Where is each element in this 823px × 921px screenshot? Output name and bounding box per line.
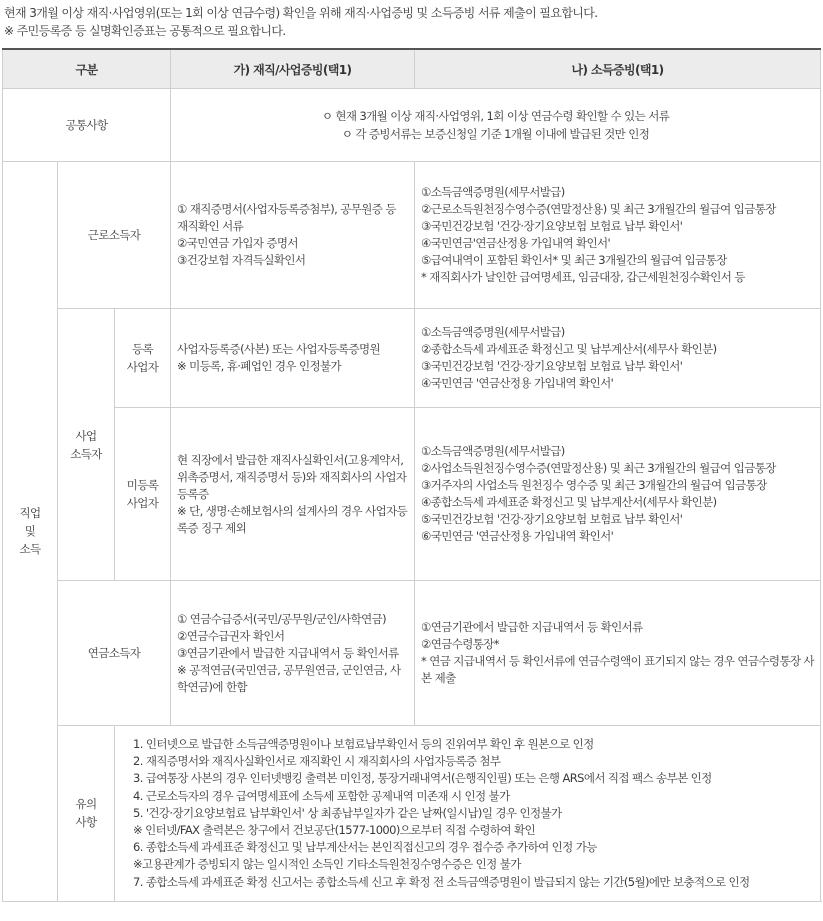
common-content <box>171 89 821 162</box>
registered-col-a <box>171 309 415 408</box>
unregistered-label: 미등록 사업자 <box>115 408 171 581</box>
business-label: 사업 소득자 <box>58 309 115 581</box>
header-category: 구분 <box>3 49 171 89</box>
note-item: 2. 재직증명서와 재직사실확인서로 재직확인 시 재직회사의 사업자등록증 첨부 <box>133 754 501 769</box>
pension-label: 연금소득자 <box>58 581 171 726</box>
doc-item: ⑥국민연금 '연금산정용 가입내역 확인서' <box>421 529 614 543</box>
doc-item: ③국민건강보험 '건강·장기요양보험 보험료 납부 확인서' <box>421 359 683 373</box>
group-label: 직업 및 소득 <box>3 162 58 902</box>
doc-item: ③국민건강보험 '건강·장기요양보험 보험료 납부 확인서' <box>421 219 683 233</box>
doc-item: ③건강보험 자격득실확인서 <box>177 253 306 267</box>
note-item: ※고용관계가 증빙되지 않는 일시적인 소득인 기타소득원천징수영수증은 인정 불가 <box>133 857 521 872</box>
doc-item: * 연금 지급내역서 등 확인서류에 연금수령액이 표기되지 않는 경우 연금수령통장 사본 제출 <box>421 654 815 685</box>
pension-col-b <box>415 581 821 726</box>
note-item: 7. 종합소득세 과세표준 확정 신고서는 종합소득세 신고 후 확정 전 소득금액증명원이 발급되지 않는 기간(5월)에만 보충적으로 인정 <box>133 874 750 889</box>
common-label: 공통사항 <box>3 89 171 162</box>
doc-item: ① 연금수급증서(국민/공무원/군인/사학연금) <box>177 611 387 626</box>
doc-item: ※ 단, 생명·손해보험사의 설계사의 경우 사업자등록증 징구 제외 <box>177 503 408 535</box>
note-item: 1. 인터넷으로 발급한 소득금액증명원이나 보험료납부확인서 등의 진위여부 확인 후 원본으로 인정 <box>133 737 594 751</box>
common-line: ㅇ 현재 3개월 이상 재직·사업영위, 1회 이상 연금수령 확인할 수 있는 서류 <box>321 109 670 123</box>
doc-item: * 재직회사가 날인한 급여명세표, 임금대장, 갑근세원천징수확인서 등 <box>421 270 745 284</box>
doc-item: ④국민연금 '연금산정용 가입내역 확인서' <box>421 376 614 390</box>
doc-item: ①소득금액증명원(세무서발급) <box>421 185 565 199</box>
note-item: ※ 인터넷/FAX 출력본은 창구에서 건보공단(1577-1000)으로부터 직접 수령하여 확인 <box>133 823 535 838</box>
doc-item: ①소득금액증명원(세무서발급) <box>421 325 565 339</box>
intro-line: ※ 주민등록증 등 실명확인증표는 공통적으로 필요합니다. <box>4 24 286 38</box>
doc-item: ②국민연금 가입자 증명서 <box>177 236 298 250</box>
doc-item: ①소득금액증명원(세무서발급) <box>421 444 565 458</box>
doc-item: ②연금수급권자 확인서 <box>177 628 285 643</box>
doc-item: ※ 미등록, 휴·폐업인 경우 인정불가 <box>177 359 342 373</box>
note-item: 6. 종합소득세 과세표준 확정신고 및 납부계산서는 본인직접신고의 경우 접수증 추가하여 인정 가능 <box>133 840 597 855</box>
doc-item: ※ 공적연금(국민연금, 공무원연금, 군인연금, 사학연금)에 한함 <box>177 662 401 694</box>
unregistered-col-b <box>415 408 821 581</box>
document-requirements-table <box>2 48 821 902</box>
doc-item: ① 재직증명서(사업자등록증첨부), 공무원증 등 재직확인 서류 <box>177 202 396 233</box>
registered-label: 등록 사업자 <box>115 309 171 408</box>
pension-col-a <box>171 581 415 726</box>
doc-item: ③거주자의 사업소득 원천징수 영수증 및 최근 3개월간의 월급여 입금통장 <box>421 478 767 492</box>
doc-item: ②사업소득원천징수영수증(연말정산용) 및 최근 3개월간의 월급여 입금통장 <box>421 461 776 475</box>
employee-col-a <box>171 162 415 309</box>
doc-item: ⑤국민건강보험 '건강·장기요양보험 보험료 납부 확인서' <box>421 512 683 526</box>
doc-item: ④종합소득세 과세표준 확정신고 및 납부계산서(세무사 확인분) <box>421 495 717 509</box>
doc-item: 사업자등록증(사본) 또는 사업자등록증명원 <box>177 342 381 356</box>
unregistered-col-a <box>171 408 415 581</box>
header-col-a: 가) 재직/사업증빙(택1) <box>171 49 415 89</box>
employee-label: 근로소득자 <box>58 162 171 309</box>
doc-item: ②종합소득세 과세표준 확정신고 및 납부계산서(세무사 확인분) <box>421 342 717 356</box>
doc-item: ②근로소득원천징수영수증(연말정산용) 및 최근 3개월간의 월급여 입금통장 <box>421 202 776 216</box>
doc-item: ②연금수령통장* <box>421 637 499 651</box>
note-item: 3. 급여통장 사본의 경우 인터넷뱅킹 출력본 미인정, 통장거래내역서(은행직인필) 또는 은행 ARS에서 직접 팩스 송부본 인정 <box>133 771 712 786</box>
notes-content <box>115 726 821 902</box>
intro-text <box>0 0 823 40</box>
employee-col-b <box>415 162 821 309</box>
common-line: ㅇ 각 증빙서류는 보증신청일 기준 1개월 이내에 발급된 것만 인정 <box>341 127 650 141</box>
note-item: 4. 근로소득자의 경우 급여명세표에 소득세 포함한 공제내역 미존재 시 인정 불가 <box>133 788 510 803</box>
notes-label: 유의 사항 <box>58 726 115 902</box>
intro-line: 현재 3개월 이상 재직·사업영위(또는 1회 이상 연금수령) 확인을 위해 재직·사업증빙 및 소득증빙 서류 제출이 필요합니다. <box>4 6 598 20</box>
doc-item: ③연금기관에서 발급한 지급내역서 등 확인서류 <box>177 645 399 660</box>
doc-item: ①연금기관에서 발급한 지급내역서 등 확인서류 <box>421 620 643 634</box>
doc-item: ⑤급여내역이 포함된 확인서* 및 최근 3개월간의 월급여 입금통장 <box>421 253 727 267</box>
doc-item: ④국민연금'연금산정용 가입내역 확인서' <box>421 236 611 250</box>
note-item: 5. '건강·장기요양보험료 납부확인서' 상 최종납부일자가 같은 날짜(일시납)일 경우 인정불가 <box>133 805 562 820</box>
registered-col-b <box>415 309 821 408</box>
header-col-b: 나) 소득증빙(택1) <box>415 49 821 89</box>
doc-item: 현 직장에서 발급한 재직사실확인서(고용계약서, 위촉증명서, 재직증명서 등)와 재직회사의 사업자등록증 <box>177 452 407 501</box>
